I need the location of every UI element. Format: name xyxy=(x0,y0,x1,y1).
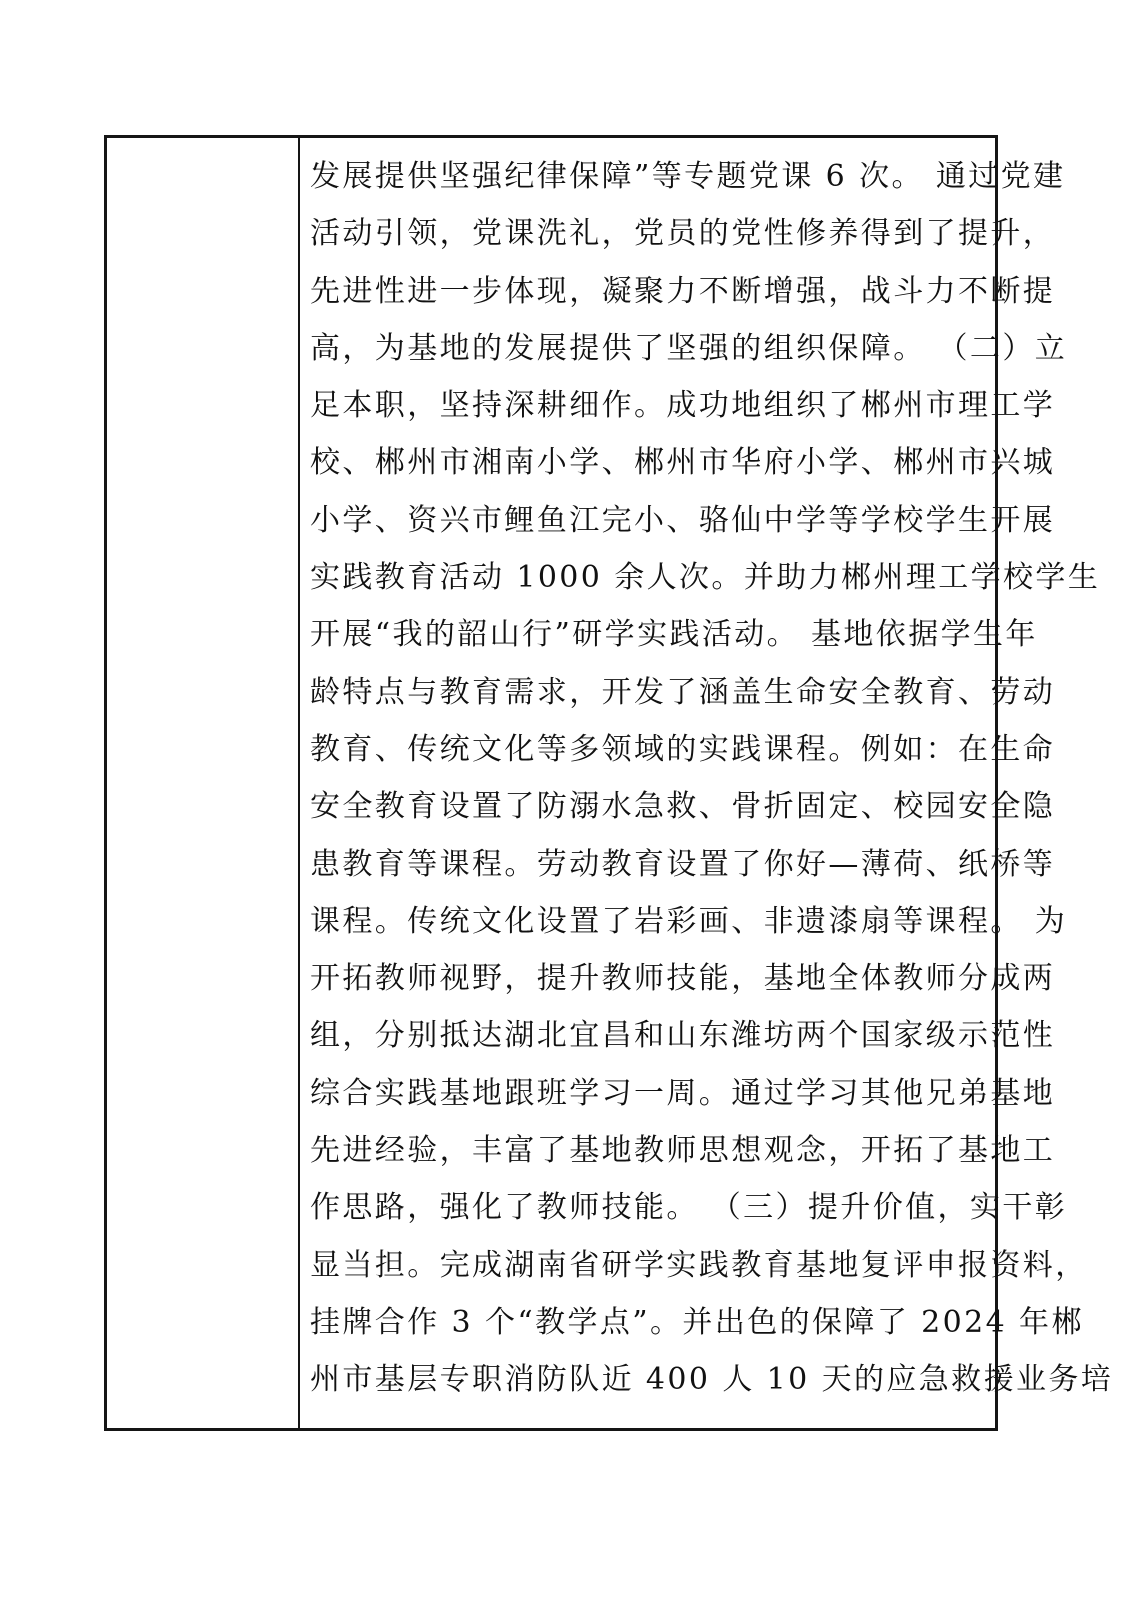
text-line: 作思路，强化了教师技能。 （三）提升价值，实干彰 xyxy=(310,1190,1068,1226)
text-line: 高，为基地的发展提供了坚强的组织保障。 （二）立 xyxy=(310,330,1068,366)
text-line: 州市基层专职消防队近 400 人 10 天的应急救援业务培 xyxy=(310,1362,1114,1398)
text-line: 综合实践基地跟班学习一周。通过学习其他兄弟基地 xyxy=(310,1075,1056,1111)
content-cell xyxy=(302,138,1114,1428)
text-line: 先进性进一步体现，凝聚力不断增强，战斗力不断提 xyxy=(310,273,1056,309)
text-line: 龄特点与教育需求，开发了涵盖生命安全教育、劳动 xyxy=(310,674,1056,710)
text-line: 显当担。完成湖南省研学实践教育基地复评申报资料， xyxy=(310,1247,1088,1283)
text-line: 组，分别抵达湖北宜昌和山东潍坊两个国家级示范性 xyxy=(310,1018,1056,1054)
text-line: 足本职，坚持深耕细作。成功地组织了郴州市理工学 xyxy=(310,388,1056,424)
text-line: 活动引领，党课洗礼，党员的党性修养得到了提升， xyxy=(310,216,1056,252)
text-line: 挂牌合作 3 个“教学点”。并出色的保障了 2024 年郴 xyxy=(310,1304,1084,1340)
text-line: 小学、资兴市鲤鱼江完小、骆仙中学等学校学生开展 xyxy=(310,502,1056,538)
text-line: 校、郴州市湘南小学、郴州市华府小学、郴州市兴城 xyxy=(310,445,1056,481)
text-line: 安全教育设置了防溺水急救、骨折固定、校园安全隐 xyxy=(310,789,1056,825)
text-line: 患教育等课程。劳动教育设置了你好—薄荷、纸桥等 xyxy=(310,846,1056,882)
text-line: 开展“我的韶山行”研学实践活动。 基地依据学生年 xyxy=(310,617,1038,653)
text-line: 教育、传统文化等多领域的实践课程。例如：在生命 xyxy=(310,731,1056,767)
text-line: 开拓教师视野，提升教师技能，基地全体教师分成两 xyxy=(310,961,1056,997)
text-line: 发展提供坚强纪律保障”等专题党课 6 次。 通过党建 xyxy=(310,159,1066,194)
label-cell xyxy=(107,138,300,1428)
text-line: 实践教育活动 1000 余人次。并助力郴州理工学校学生 xyxy=(310,560,1101,596)
form-table xyxy=(104,135,1114,1431)
text-line: 先进经验，丰富了基地教师思想观念，开拓了基地工 xyxy=(310,1133,1056,1169)
text-line: 课程。传统文化设置了岩彩画、非遗漆扇等课程。 为 xyxy=(310,903,1068,939)
